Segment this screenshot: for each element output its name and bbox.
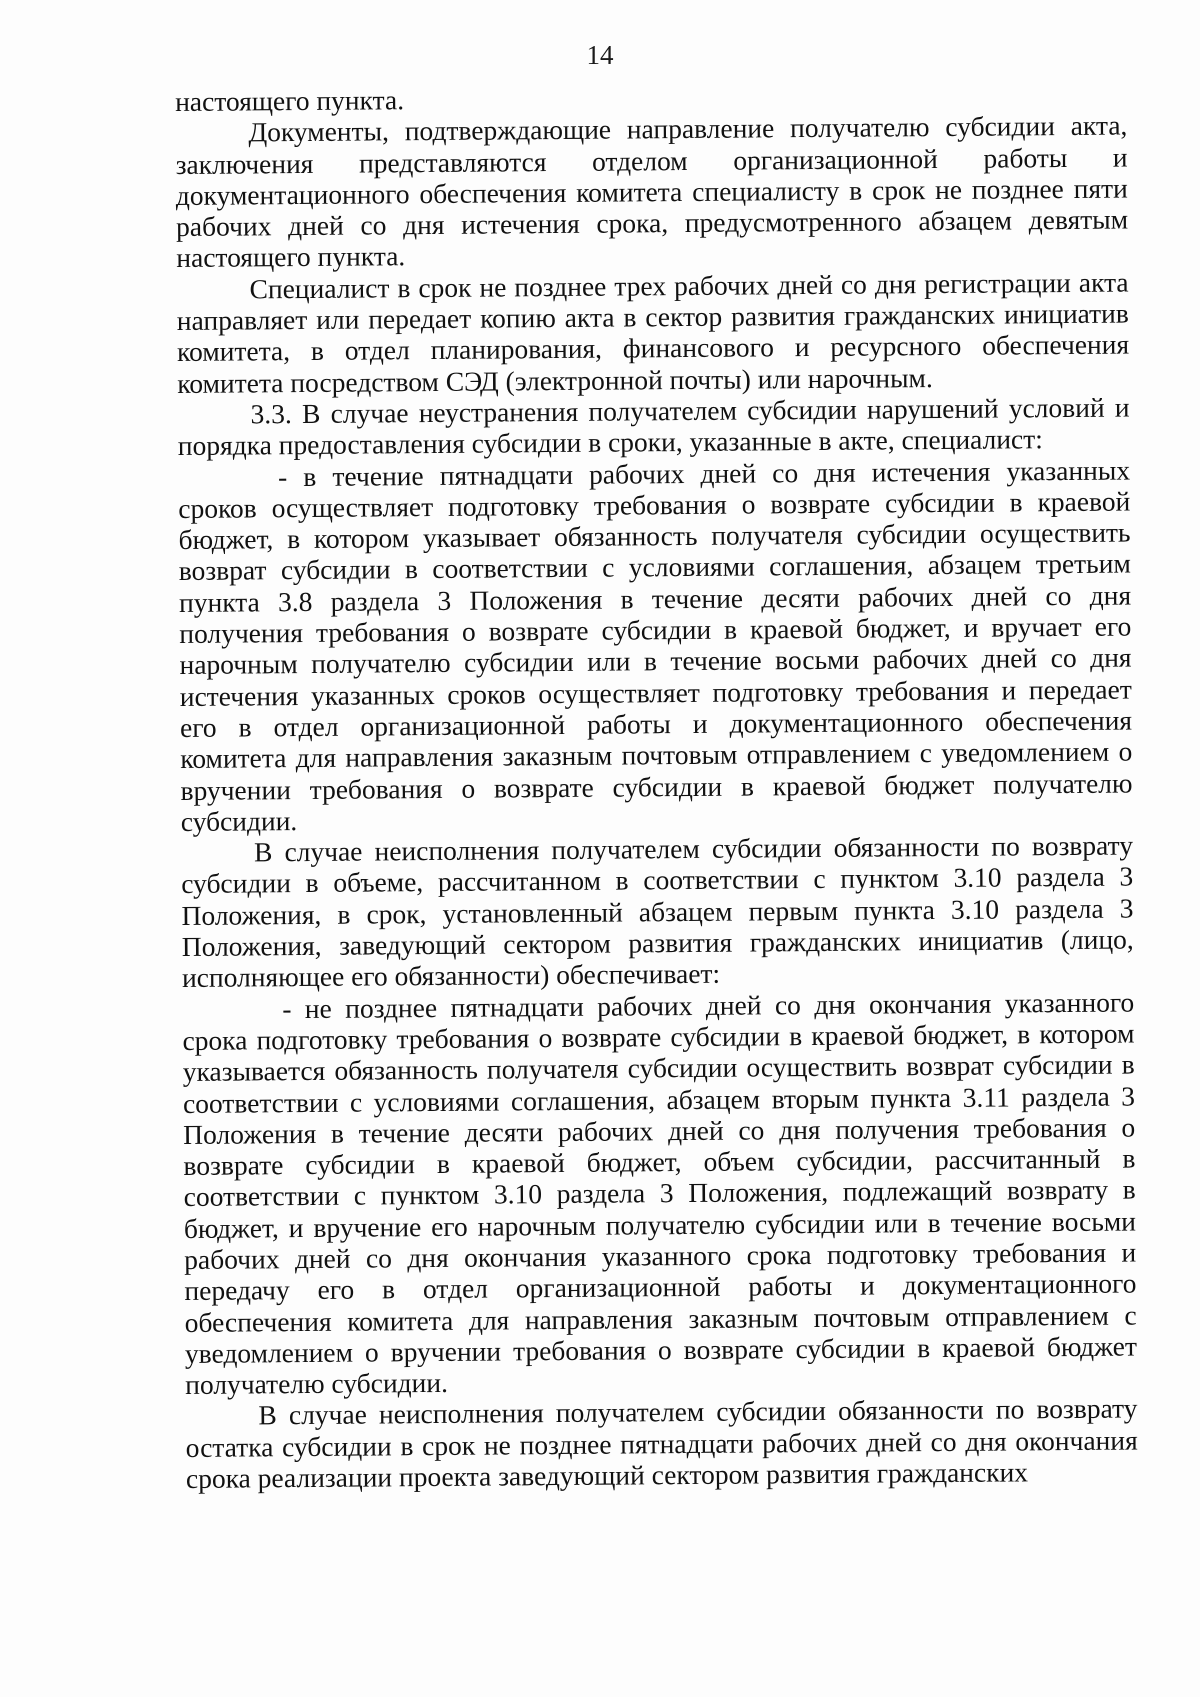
paragraph-3-3: 3.3. В случае неустранения получателем субсидии нарушений условий и порядка предоставления субсидии в сроки, указанные в акте, специалист: bbox=[177, 391, 1130, 462]
paragraph-list-item-2: - не позднее пятнадцати рабочих дней со дня окончания указанного срока подготовку требования о возврате субсидии в краевой бюджет, в котором указывается обязанность получателя субсидии осуществить возврат субсидии в соответствии с условиями соглашения, абзацем вторым пункта 3.11 раздела 3 Положения в течение десяти рабочих дней со дня получения требования о возврате субсидии в краевой бюджет, объем субсидии, рассчитанный в соответствии с пунктом 3.10 раздела 3 Положения, подлежащий возврату в бюджет, и вручение его нарочным получателю субсидии или в течение восьми рабочих дней со дня окончания указанного срока подготовку требования и передачу его в отдел организационной работы и документационного обеспечения комитета для направления заказным почтовым отправлением с уведомлением о вручении требования о возврате субсидии в краевой бюджет получателю субсидии. bbox=[182, 986, 1138, 1401]
document-body bbox=[175, 79, 1138, 1495]
paragraph-continuation: настоящего пункта. bbox=[175, 84, 405, 117]
paragraph-specialist: Специалист в срок не позднее трех рабочих дней со дня регистрации акта направляет или передает копию акта в сектор развития гражданских инициатив комитета, в отдел планирования, финансового и ресурсного обеспечения комитета посредством СЭД (электронной почты) или нарочным. bbox=[176, 266, 1130, 399]
paragraph-documents: Документы, подтверждающие направление получателю субсидии акта, заключения представляются отделом организационной работы и документационного обеспечения комитета специалисту в срок не позднее пяти рабочих дней со дня истечения срока, предусмотренного абзацем девятым настоящего пункта. bbox=[175, 109, 1129, 274]
paragraph-list-item-1: - в течение пятнадцати рабочих дней со дня истечения указанных сроков осуществляет подготовку требования о возврате субсидии в краевой бюджет, в котором указывает обязанность получателя субсидии осуществить возврат субсидии в соответствии с условиями соглашения, абзацем третьим пункта 3.8 раздела 3 Положения в течение десяти рабочих дней со дня получения требования о возврате субсидии в краевой бюджет, и вручает его нарочным получателю субсидии или в течение восьми рабочих дней со дня истечения указанных сроков осуществляет подготовку требования и передает его в отдел организационной работы и документационного обеспечения комитета для направления заказным почтовым отправлением с уведомлением о вручении требования о возврате субсидии в краевой бюджет получателю субсидии. bbox=[178, 454, 1133, 837]
paragraph-remainder: В случае неисполнения получателем субсидии обязанности по возврату остатка субсидии в срок не позднее пятнадцати рабочих дней со дня окончания срока реализации проекта заведующий сектором развития гражданских bbox=[185, 1392, 1138, 1495]
paragraph-non-fulfillment: В случае неисполнения получателем субсидии обязанности по возврату субсидии в объеме, рассчитанном в соответствии с пунктом 3.10 раздела 3 Положения, в срок, установленный абзацем первым пункта 3.10 раздела 3 Положения, заведующий сектором развития гражданских инициатив (лицо, исполняющее его обязанности) обеспечивает: bbox=[181, 829, 1134, 994]
page-number: 14 bbox=[586, 40, 614, 70]
